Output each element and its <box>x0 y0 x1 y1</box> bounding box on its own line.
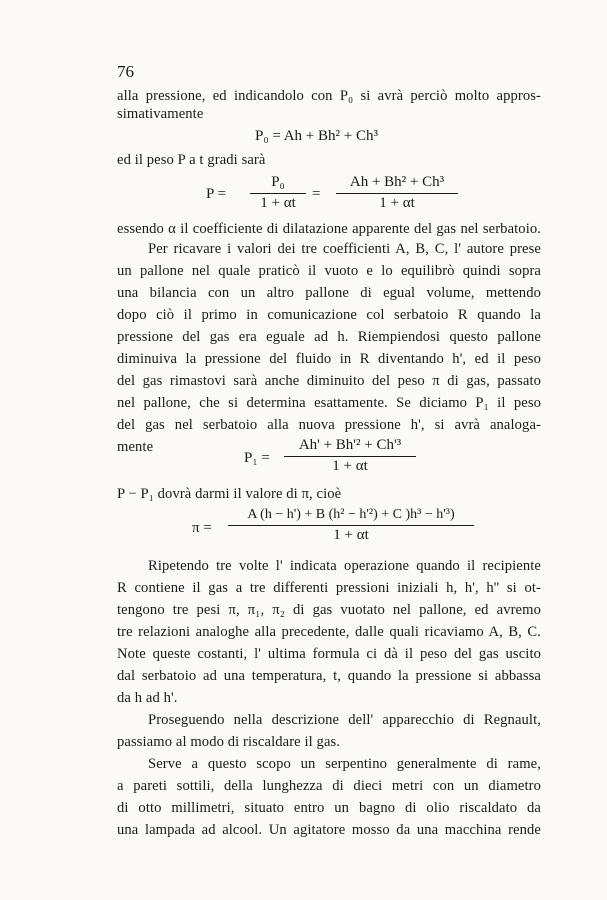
formula-p0: P₀ = Ah + Bh² + Ch³ <box>255 128 378 144</box>
fraction-p0-over-1-alpha-t <box>250 174 306 212</box>
page-number: 76 <box>117 62 134 81</box>
text-line: passiamo al modo di riscaldare il gas. <box>117 734 341 750</box>
fraction-denominator: 1 + αt <box>333 527 369 543</box>
text-line: una bilancia con un altro pallone di egual volume, mettendo <box>117 285 541 301</box>
text-line: mente <box>117 439 154 455</box>
fraction-denominator: 1 + αt <box>260 195 296 211</box>
text-line: essendo α il coefficiente di dilatazione apparente del gas nel serbatoio. <box>117 221 541 237</box>
text-line: del gas nel serbatoio alla nuova pressione h', si avrà analoga- <box>117 417 541 433</box>
text-line: diminuiva la pressione del fluido in R diventando h', ed il peso <box>117 351 541 367</box>
text-line: nel pallone, che si determina esattamente. Se diciamo P₁ il peso <box>117 395 541 411</box>
text-line: una lampada ad alcool. Un agitatore mosso da una macchina rende <box>117 822 541 838</box>
text-line: Serve a questo scopo un serpentino generalmente di rame, <box>148 756 541 772</box>
text-line: Note queste costanti, l' ultima formula ci dà il peso del gas uscito <box>117 646 541 662</box>
text-line: dal serbatoio ad una temperatura, t, quando la pressione si abbassa <box>117 668 541 684</box>
text-line: tengono tre pesi π, π₁, π₂ di gas vuotato nel pallone, ed avremo <box>117 602 541 618</box>
text-line: pressione del gas era eguale ad h. Riempiendosi questo pallone <box>117 329 541 345</box>
fraction-numerator: Ah' + Bh'² + Ch'³ <box>284 437 416 457</box>
formula-p-lhs: P = <box>206 186 226 202</box>
text-line: ed il peso P a t gradi sarà <box>117 152 266 168</box>
formula-pi-lhs: π = <box>192 520 212 536</box>
fraction-numerator: A (h − h') + B (h² − h'²) + C )h³ − h'³) <box>228 507 474 526</box>
text-line: Per ricavare i valori dei tre coefficienti A, B, C, l' autore prese <box>148 241 541 257</box>
fraction-p1 <box>284 437 416 475</box>
text-line: dopo ciò il primo in comunicazione col serbatoio R quando la <box>117 307 541 323</box>
fraction-pi <box>228 507 474 544</box>
fraction-numerator: Ah + Bh² + Ch³ <box>336 174 458 194</box>
text-line: del gas rimastovi sarà anche diminuito del peso π di gas, passato <box>117 373 541 389</box>
text-line: Proseguendo nella descrizione dell' apparecchio di Regnault, <box>148 712 541 728</box>
text-line: Ripetendo tre volte l' indicata operazione quando il recipiente <box>148 558 541 574</box>
text-line: P − P₁ dovrà darmi il valore di π, cioè <box>117 486 342 502</box>
fraction-denominator: 1 + αt <box>332 458 368 474</box>
fraction-denominator: 1 + αt <box>379 195 415 211</box>
text-line: simativamente <box>117 106 204 122</box>
equals-sign: = <box>312 186 321 202</box>
text-line: un pallone nel quale praticò il vuoto e lo equilibrò quindi sopra <box>117 263 541 279</box>
text-line: R contiene il gas a tre differenti pressioni iniziali h, h', h'' si ot- <box>117 580 541 596</box>
formula-p1-lhs: P₁ = <box>244 450 270 466</box>
text-line: di otto millimetri, situato entro un bagno di olio riscaldato da <box>117 800 541 816</box>
text-line: a pareti sottili, della lunghezza di dieci metri con un diametro <box>117 778 541 794</box>
text-line: tre relazioni analoghe alla precedente, dalle quali ricaviamo A, B, C. <box>117 624 541 640</box>
fraction-numerator: P₀ <box>250 174 306 194</box>
text-line: alla pressione, ed indicandolo con P₀ si avrà perciò molto appros- <box>117 88 541 104</box>
text-line: da h ad h'. <box>117 690 178 706</box>
fraction-polynomial-over-1-alpha-t <box>336 174 458 212</box>
